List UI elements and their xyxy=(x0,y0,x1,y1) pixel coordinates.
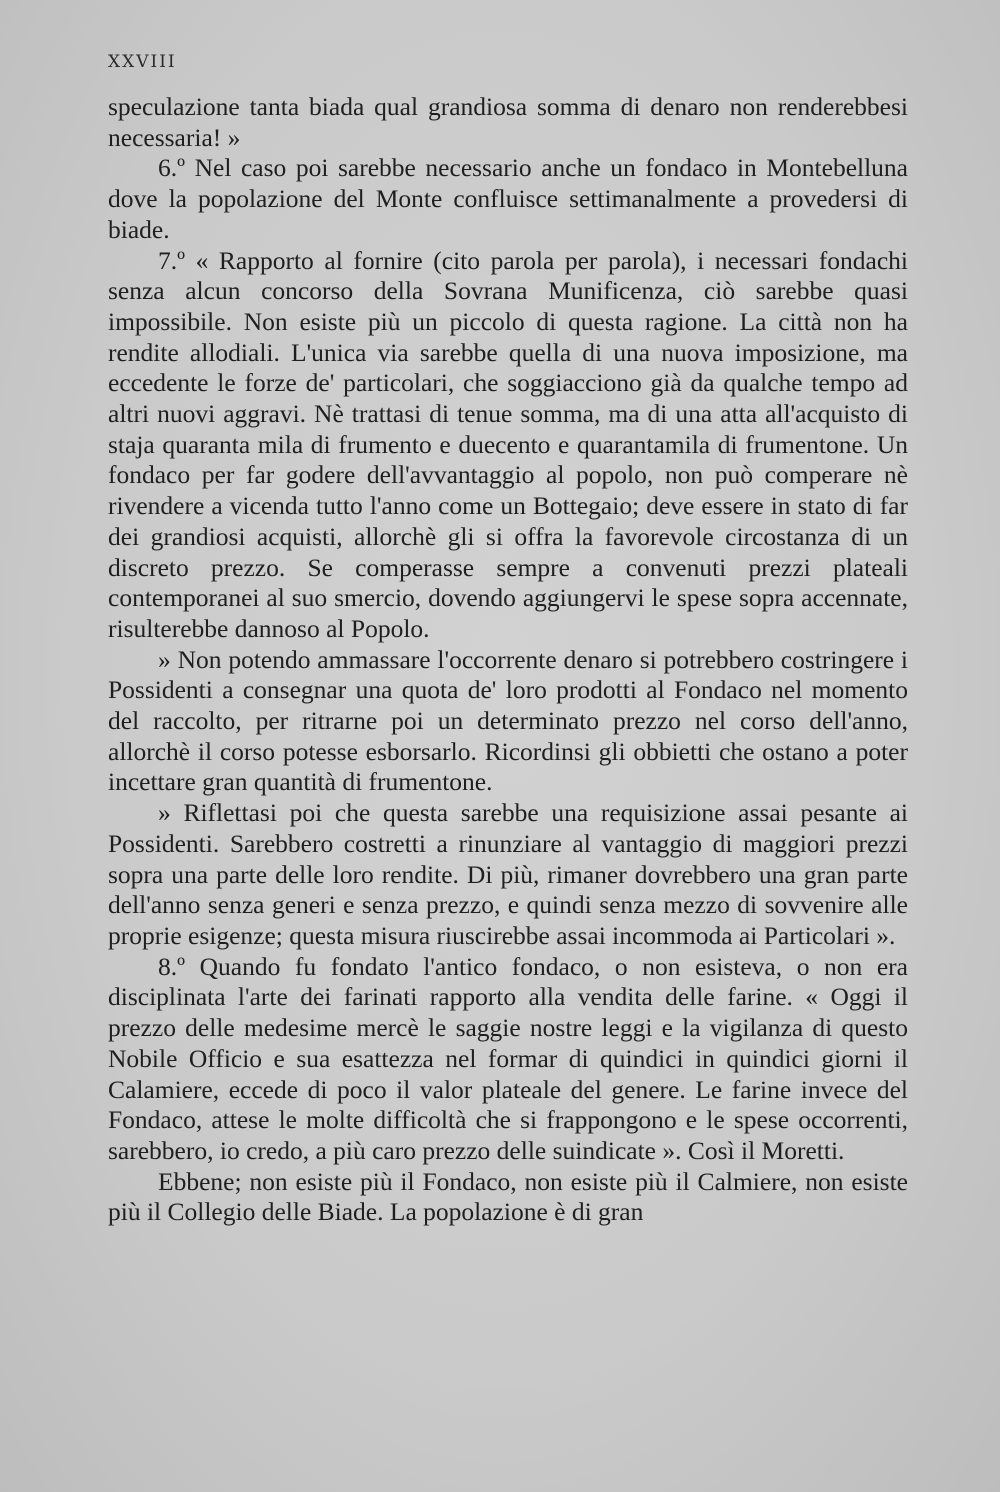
paragraph-6: 8.º Quando fu fondato l'antico fondaco, o non esisteva, o non era disciplinata l'arte dei farinati rapporto alla vendita delle farine. « Oggi il prezzo delle medesime mercè le saggie nostre leggi e la vigilanza di questo Nobile Officio e sua esattezza nel formar di quindici in quindici giorni il Calamiere, eccede di poco il valor plateale del genere. Le farine invece del Fondaco, attese le molte difficoltà che si frappongono e le spese occorrenti, sarebbero, io credo, a più caro prezzo delle suindicate ». Così il Moretti. xyxy=(108,951,908,1165)
paragraph-3: 7.º « Rapporto al fornire (cito parola per parola), i necessari fondachi senza alcun concorso della Sovrana Munificenza, ciò sarebbe quasi impossibile. Non esiste più un piccolo di questa ragione. La città non ha rendite allodiali. L'unica via sarebbe quella di una nuova imposizione, ma eccedente le forze de' particolari, che soggiacciono già da qualche tempo ad altri nuovi aggravi. Nè trattasi di tenue somma, ma di una atta all'acquisto di staja quaranta mila di frumento e duecento e quarantamila di frumentone. Un fondaco per far godere dell'avvantaggio al popolo, non può comperare nè rivendere a vicenda tutto l'anno come un Bottegaio; deve essere in stato di far dei grandiosi acquisti, allorchè gli si offra la favorevole circostanza di un discreto prezzo. Se comperasse sempre a convenuti prezzi plateali contemporanei al suo smercio, dovendo aggiungervi le spese sopra accennate, risulterebbe dannoso al Popolo. xyxy=(108,245,908,643)
paragraph-4: » Non potendo ammassare l'occorrente denaro si potrebbero costringere i Possidenti a consegnar una quota de' loro prodotti al Fondaco nel momento del raccolto, per ritrarne poi un determinato prezzo nel corso dell'anno, allorchè il corso potesse esborsarlo. Ricordinsi gli obbietti che ostano a poter incettare gran quantità di frumentone. xyxy=(108,644,908,797)
page-number: XXVIII xyxy=(108,52,177,72)
paragraph-7: Ebbene; non esiste più il Fondaco, non esiste più il Calmiere, non esiste più il Collegio delle Biade. La popolazione è di gran xyxy=(108,1166,908,1227)
paragraph-1: speculazione tanta biada qual grandiosa somma di denaro non renderebbesi necessaria! » xyxy=(108,92,908,152)
paragraph-5: » Riflettasi poi che questa sarebbe una requisizione assai pesante ai Possidenti. Sarebbero costretti a rinunziare al vantaggio di maggiori prezzi sopra una parte delle loro rendite. Di più, rimaner dovrebbero una gran parte dell'anno senza generi e senza prezzo, e quindi senza mezzo di sovvenire alle proprie esigenze; questa misura riuscirebbe assai incommoda ai Particolari ». xyxy=(108,798,908,950)
body-text xyxy=(108,92,908,1228)
paragraph-2: 6.º Nel caso poi sarebbe necessario anche un fondaco in Montebelluna dove la popolazione del Monte confluisce settimanalmente a provedersi di biade. xyxy=(108,153,908,244)
